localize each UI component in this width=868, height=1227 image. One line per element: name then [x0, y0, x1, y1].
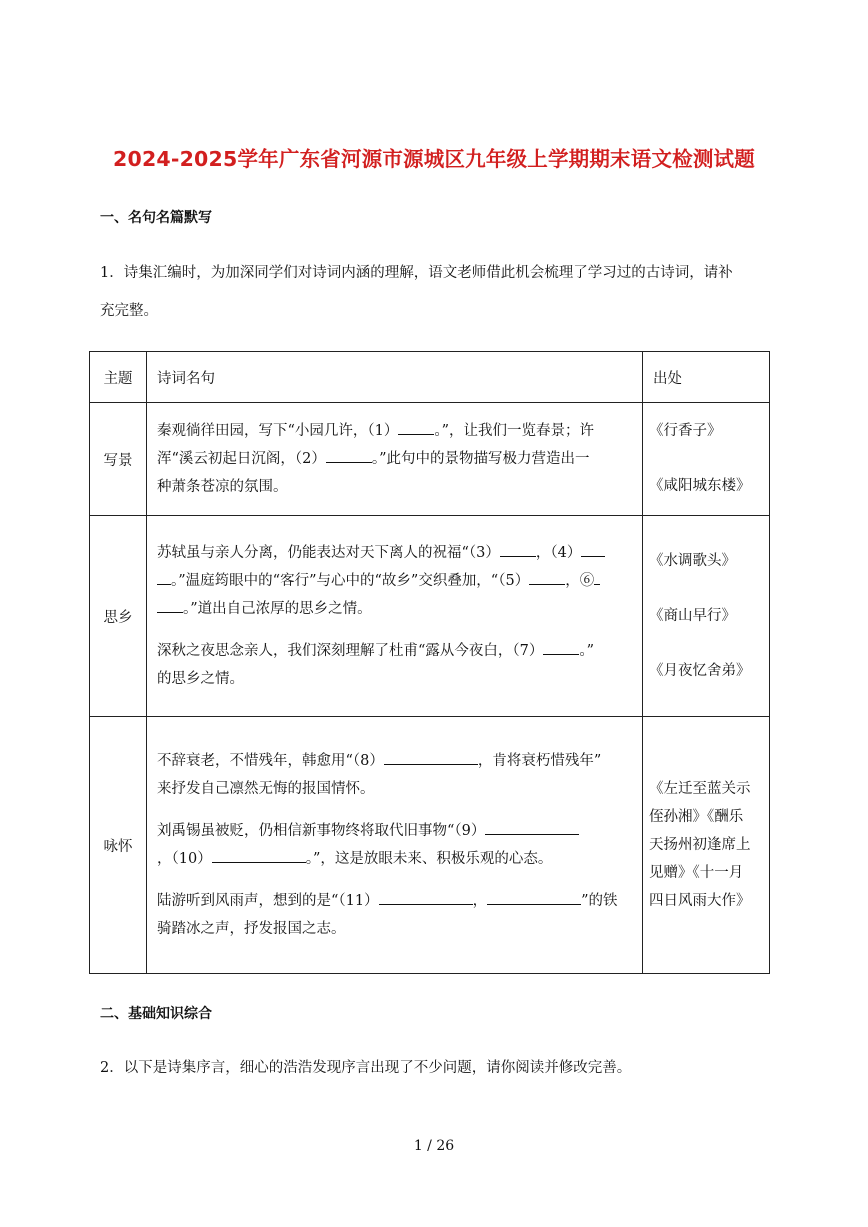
source-text: 《左迁至蓝关示: [649, 781, 751, 797]
header-theme: 主题: [90, 352, 147, 403]
source-text: 侄孙湘》《酬乐: [649, 809, 744, 825]
answer-blank-8[interactable]: [384, 749, 478, 765]
source-text: 《咸阳城东楼》: [649, 478, 751, 494]
answer-blank-7[interactable]: [543, 639, 579, 655]
page-number: 1 / 26: [413, 1138, 455, 1154]
verse-text: 。”此句中的景物描写极力营造出一: [371, 451, 590, 467]
verse-text: 刘禹锡虽被贬，仍相信新事物终将取代旧事物“（9）: [157, 823, 486, 839]
verse-text: 来抒发自己凛然无悔的报国情怀。: [157, 781, 375, 797]
answer-blank-2[interactable]: [326, 447, 372, 463]
answer-blank-6-cont[interactable]: [157, 597, 183, 613]
verse-text: 。”，这是放眼未来、积极乐观的心态。: [305, 851, 553, 867]
source-cell: [643, 717, 770, 974]
verse-text: 。”道出自己浓厚的思乡之情。: [183, 601, 372, 617]
source-text: 天扬州初逢席上: [649, 837, 751, 853]
verse-cell: [147, 403, 643, 516]
answer-blank-5[interactable]: [529, 569, 565, 585]
verse-text: 深秋之夜思念亲人，我们深刻理解了杜甫“露从今夜白，（7）: [157, 643, 544, 659]
question-1-line-2: 充完整。: [100, 303, 158, 319]
answer-blank-4-cont[interactable]: [157, 569, 171, 585]
verse-text: ，⑥: [565, 573, 595, 589]
verse-text: 苏轼虽与亲人分离，仍能表达对天下离人的祝福“（3）: [157, 545, 500, 561]
question-1-stem: [100, 254, 772, 330]
answer-blank-11a[interactable]: [379, 889, 473, 905]
verse-text: ，（4）: [535, 545, 582, 561]
verse-text: 种萧条苍凉的氛围。: [157, 479, 288, 495]
verse-text: ，: [472, 893, 488, 909]
verse-text: ，肯将衰朽惜残年”: [477, 753, 602, 769]
source-text: 见赠》《十一月: [649, 865, 744, 881]
verse-text: 陆游听到风雨声，想到的是“（11）: [157, 893, 379, 909]
source-cell: [643, 403, 770, 516]
source-cell: [643, 516, 770, 717]
verse-text: 的思乡之情。: [157, 671, 244, 687]
table-row-scenery: [90, 403, 770, 516]
verse-text: 秦观徜徉田园，写下“小园几许，（1）: [157, 423, 399, 439]
source-text: 《水调歌头》: [649, 552, 736, 569]
answer-blank-9[interactable]: [485, 819, 579, 835]
header-verse: 诗词名句: [147, 352, 643, 403]
header-source: 出处: [643, 352, 770, 403]
question-2-stem: 2．以下是诗集序言，细心的浩浩发现序言出现了不少问题，请你阅读并修改完善。: [100, 1060, 632, 1076]
source-text: 《月夜忆舍弟》: [649, 662, 751, 679]
answer-blank-11b[interactable]: [487, 889, 581, 905]
table-row-aspiration: [90, 717, 770, 974]
verse-text: 。”，让我们一览春景；许: [434, 423, 595, 439]
verse-text: ，（10）: [157, 851, 212, 867]
verse-text: 。”: [579, 643, 595, 659]
section-heading-1: 一、名句名篇默写: [100, 210, 212, 226]
verse-text: 浑“溪云初起日沉阁，（2）: [157, 451, 326, 467]
verse-cell: [147, 516, 643, 717]
verse-text: ”的铁: [581, 893, 618, 909]
table-header-row: [90, 352, 770, 403]
answer-blank-10[interactable]: [212, 847, 306, 863]
answer-blank-1[interactable]: [398, 419, 434, 435]
poetry-table: [89, 351, 770, 974]
page-title: 2024-2025学年广东省河源市源城区九年级上学期期末语文检测试题: [113, 147, 755, 171]
theme-cell: 咏怀: [90, 717, 147, 974]
source-text: 四日风雨大作》: [649, 893, 751, 909]
verse-text: 骑踏冰之声，抒发报国之志。: [157, 921, 346, 937]
table-row-homesick: [90, 516, 770, 717]
answer-blank-3[interactable]: [500, 541, 536, 557]
source-text: 《行香子》: [649, 423, 722, 439]
section-heading-2: 二、基础知识综合: [100, 1006, 212, 1022]
verse-cell: [147, 717, 643, 974]
answer-blank-6[interactable]: [594, 569, 600, 585]
theme-cell: 思乡: [90, 516, 147, 717]
verse-text: 。”温庭筠眼中的“客行”与心中的“故乡”交织叠加，“（5）: [171, 573, 530, 589]
answer-blank-4[interactable]: [581, 541, 605, 557]
question-1-line-1: 1．诗集汇编时，为加深同学们对诗词内涵的理解，语文老师借此机会梳理了学习过的古诗词，请补: [100, 265, 733, 281]
theme-cell: 写景: [90, 403, 147, 516]
source-text: 《商山早行》: [649, 607, 736, 624]
verse-text: 不辞衰老，不惜残年，韩愈用“（8）: [157, 753, 384, 769]
